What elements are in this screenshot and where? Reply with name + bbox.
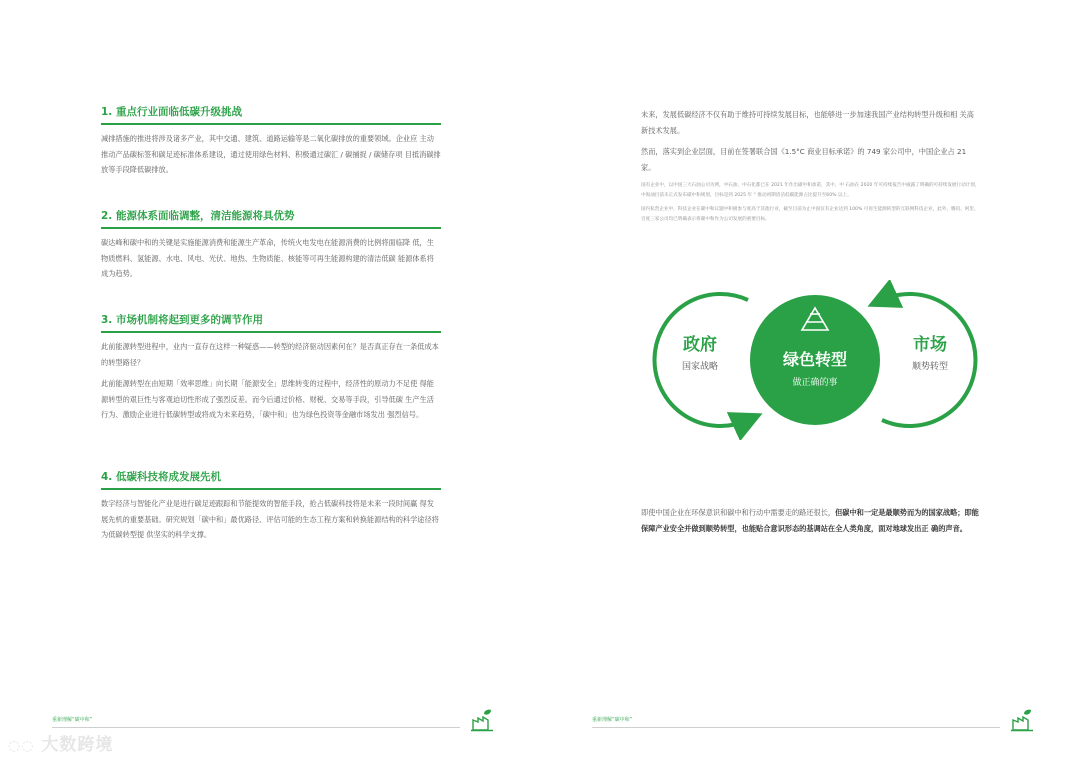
section-title: 4. 低碳科技将成发展先机 <box>101 470 441 490</box>
market-title: 市场 <box>913 335 947 355</box>
watermark: ◌◌ 大数跨境 <box>8 735 114 755</box>
center-subtitle: 做正确的事 <box>792 378 838 388</box>
section-paragraph: 数字经济与智能化产业是进行碳足迹跟踪和节能提效的智能手段，抢占低碳科技将是未来一段时间赢 得发展先机的重要基础。研究规划「碳中和」最优路径、评估可能的生态工程方案和转换能源结构的科学途径将为低碳转型提 供坚实的科学支撑。 <box>101 499 439 539</box>
conclusion-bold: 但碳中和一定是最顺势而为的国家战略；即能保障产业安全并做到顺势转型，也能贴合意识形态的基调站在全人类角度，面对地球发出正 确的声音。 <box>641 508 979 533</box>
green-transition-diagram <box>640 280 990 440</box>
center-label <box>765 347 865 388</box>
government-label <box>670 330 730 372</box>
market-label <box>900 330 960 372</box>
section-paragraph: 此前能源转型进程中，业内一直存在这样一种疑惑——转型的经济驱动因素何在？是否真正存在一条低成本的转型路径？ <box>101 342 439 367</box>
section-title: 1. 重点行业面临低碳升级挑战 <box>101 105 441 125</box>
note: 国有企业中，以中国三大石油公司为例，中石油、中石化都已在 2021 年作出碳中和承诺，其中，中 石油在 2020 年可持续报告中披露了明确的可持续发展行动计划，中海油目前未正式发布碳中和规划，目标是到 2025 年 “ 推动初期清洁低碳能源占比提升至60% 以上。 <box>641 183 980 198</box>
factory-leaf-icon <box>470 708 494 732</box>
section-4 <box>101 470 441 543</box>
section-title: 2. 能源体系面临调整，清洁能源将具优势 <box>101 209 441 229</box>
market-subtitle: 顺势转型 <box>911 362 948 372</box>
factory-leaf-icon <box>1010 708 1034 732</box>
conclusion-normal: 即使中国企业在环保意识和碳中和行动中需要走的路还很长， <box>641 508 836 517</box>
paragraph: 然而，落实到企业层面，目前在签署联合国《1.5°C 商业目标承诺》的 749 家公司中，中国企业占 21 家。 <box>641 147 967 172</box>
section-2 <box>101 209 441 282</box>
note: 国内私营企业中，科技企业在碳中和议题中积极参与度高于其他行业，截至目前为止中国仅有企业达到 100% 可再生能源转型的互联网科技企业，此外，腾讯、阿里、百度三家公司均已明确表示将碳中和作为公司发展的重要目标。 <box>641 207 979 222</box>
government-subtitle: 国家战略 <box>681 362 718 372</box>
government-title: 政府 <box>683 335 717 355</box>
footer-line <box>592 713 1000 728</box>
footer-text: 重新理解“碳中和” <box>52 717 93 723</box>
section-paragraph: 碳达峰和碳中和的关键是实施能源消费和能源生产革命，传统火电发电在能源消费的比例将面临降 低，生物质燃料、氢能源、水电、风电、光伏、地热、生物质能、核能等可再生能源构建的清洁低碳 能源体系将成为趋势。 <box>101 238 434 278</box>
center-title: 绿色转型 <box>782 350 847 369</box>
conclusion-text <box>641 505 986 537</box>
paragraph: 未来，发展低碳经济不仅有助于维持可持续发展目标，也能够进一步加速我国产业结构转型升级和相 关高新技术发展。 <box>641 110 974 135</box>
right-page <box>540 0 1080 764</box>
section-3 <box>101 313 441 423</box>
section-paragraph: 此前能源转型在由短期「效率思维」向长期「能源安全」思维转变的过程中，经济性的原动力不足使 得能源转型的艰巨性与客观迫切性形成了强烈反差。而今后通过价格、财税、交易等手段，引导低碳 生产生活行为、激励企业进行低碳转型或将成为未来趋势，「碳中和」也为绿色投资等金融市场发出 强烈信号。 <box>101 379 434 419</box>
footer-text: 重新理解“碳中和” <box>592 717 633 723</box>
section-title: 3. 市场机制将起到更多的调节作用 <box>101 313 441 333</box>
section-paragraph: 减排措施的推进将涉及诸多产业，其中交通、建筑、道路运输等是二氧化碳排放的重要领域。企业应 主动推动产品碳标签和碳足迹标准体系建设，通过使用绿色材料、积极通过碳汇 / 碳捕捉 / 碳储存项 目抵消碳排放等手段降低碳排放。 <box>101 134 441 174</box>
footer-line <box>52 713 460 728</box>
watermark-logo-icon: ◌◌ <box>8 738 35 754</box>
intro-text <box>641 107 981 229</box>
section-1 <box>101 105 441 178</box>
